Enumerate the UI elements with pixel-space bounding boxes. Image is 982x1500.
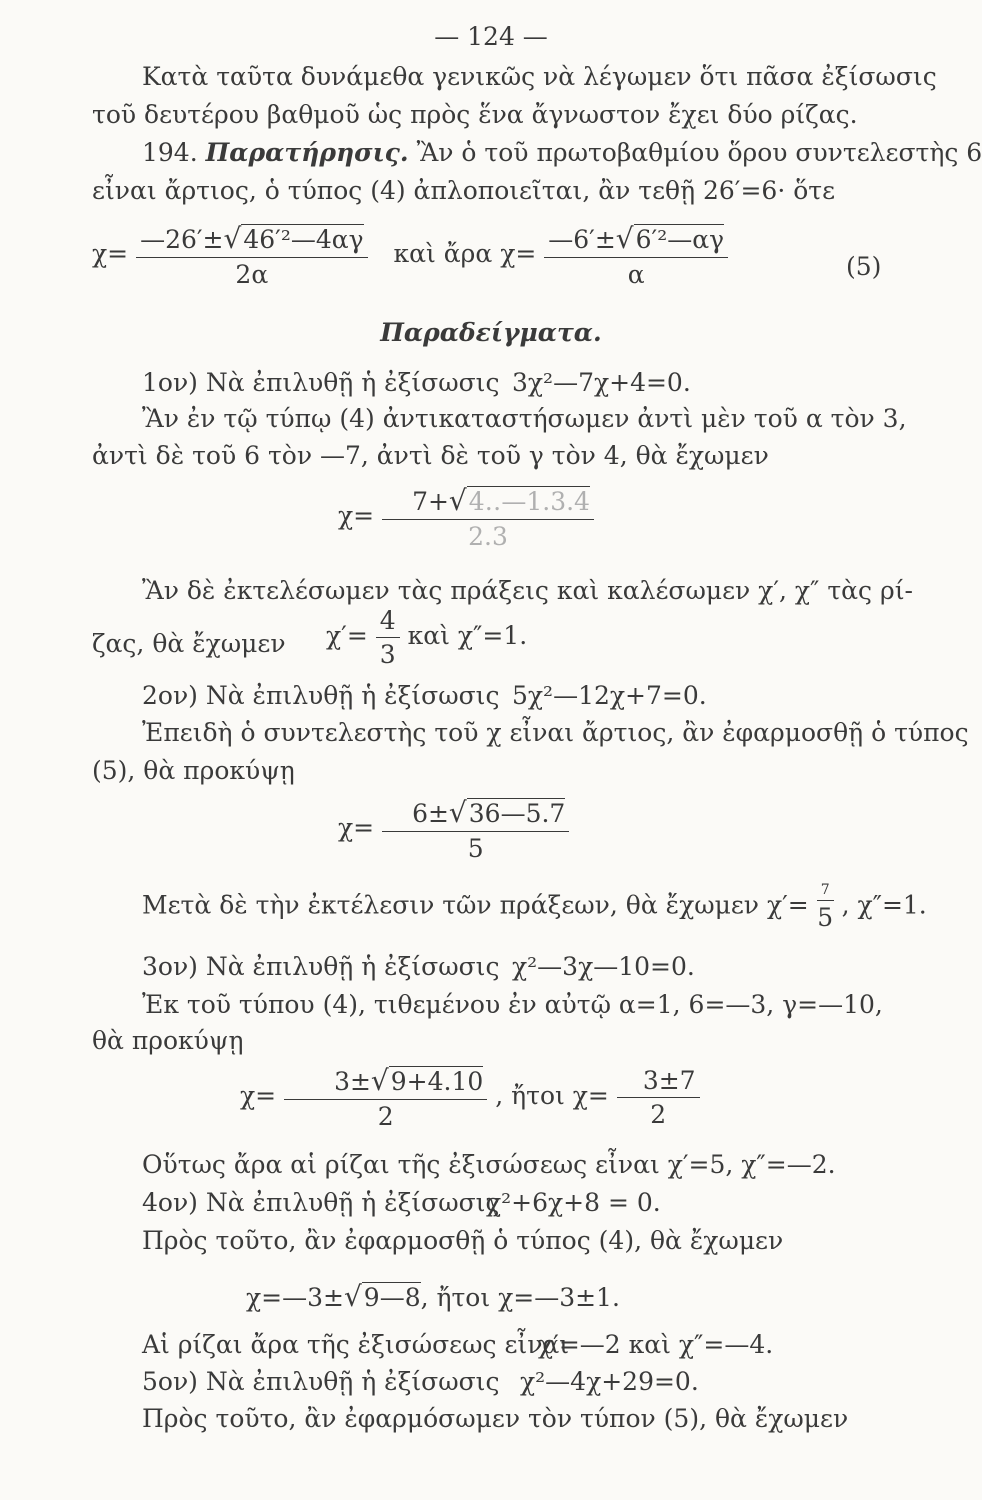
example-3-line-3: θὰ προκύψῃ bbox=[92, 1026, 244, 1055]
formula-5-fraction-2: $\frac{\text{—6′±√6′²—αγ}}{\alpha}$ bbox=[544, 222, 728, 289]
example-4-roots: χ′=—2 καὶ χ″=—4. bbox=[538, 1330, 774, 1359]
example-4-formula: χ=—3±√9—8, ἤτοι χ=—3±1. bbox=[246, 1280, 620, 1313]
example-3-label: 3ον) Νὰ ἐπιλυθῇ ἡ ἐξίσωσις bbox=[142, 952, 500, 981]
radical-sign-icon: √ bbox=[223, 222, 242, 255]
example-3-equation: χ²—3χ—10=0. bbox=[512, 952, 695, 981]
example-1-line-2: Ἂν ἐν τῷ τύπῳ (4) ἀντικαταστήσωμεν ἀντὶ μὲν τοῦ α τὸν 3, bbox=[142, 404, 907, 433]
example-2-result-line: Μετὰ δὲ τὴν ἐκτέλεσιν τῶν πράξεων, θὰ ἔχωμεν χ′= $\frac{7}{5}$ , χ″=1. bbox=[142, 882, 927, 932]
formula-5-mid: καὶ ἄρα χ= bbox=[393, 239, 537, 268]
remark-text: Ἂν ὁ τοῦ πρωτοβαθμίου ὅρου συντελεστὴς 6 bbox=[416, 138, 982, 167]
section-number: 194. bbox=[142, 138, 198, 167]
page-number: — 124 — bbox=[434, 22, 548, 51]
example-2-formula: χ= $\frac{6\pm√36—5.7}{5}$ bbox=[338, 796, 569, 863]
radical-sign-icon: √ bbox=[448, 796, 467, 829]
radical-sign-icon: √ bbox=[615, 222, 634, 255]
example-3-line-4: Οὕτως ἄρα αἱ ρίζαι τῆς ἐξισώσεως εἶναι χ′=5, χ″=—2. bbox=[142, 1150, 836, 1179]
examples-heading: Παραδείγματα. bbox=[380, 318, 602, 347]
example-1-line-3: ἀντὶ δὲ τοῦ 6 τὸν —7, ἀντὶ δὲ τοῦ γ τὸν 4, θὰ ἔχωμεν bbox=[92, 441, 769, 470]
remark-heading: Παρατήρησις. bbox=[205, 138, 409, 167]
text-line-2: τοῦ δευτέρου βαθμοῦ ὡς πρὸς ἕνα ἄγνωστον ἔχει δύο ρίζας. bbox=[92, 100, 858, 129]
example-1-label: 1ον) Νὰ ἐπιλυθῇ ἡ ἐξίσωσις bbox=[142, 368, 500, 397]
example-2-line-2: Ἐπειδὴ ὁ συντελεστὴς τοῦ χ εἶναι ἄρτιος, ἂν ἐφαρμοσθῇ ὁ τύπος bbox=[142, 718, 969, 747]
example-3-fraction-2: $\frac{3\pm 7}{2}$ bbox=[617, 1066, 700, 1129]
example-1-fraction: $\frac{7+√4‥—1.3.4}{2.3}$ bbox=[382, 484, 594, 551]
formula-5 bbox=[92, 222, 728, 289]
example-1-formula: χ= $\frac{7+√4‥—1.3.4}{2.3}$ bbox=[338, 484, 594, 551]
radical-sign-icon: √ bbox=[343, 1280, 362, 1313]
radical-sign-icon: √ bbox=[448, 484, 467, 517]
text-line-1: Κατὰ ταῦτα δυνάμεθα γενικῶς νὰ λέγωμεν ὅτι πᾶσα ἐξίσωσις bbox=[142, 62, 937, 91]
formula-5-fraction-1: $\frac{\text{—26′±√46′²—4αγ}}{2\alpha}$ bbox=[136, 222, 368, 289]
example-5-line-2: Πρὸς τοῦτο, ἂν ἐφαρμόσωμεν τὸν τύπον (5), θὰ ἔχωμεν bbox=[142, 1404, 849, 1433]
formula-5-lhs: χ= bbox=[92, 239, 129, 268]
example-1-line-4: Ἂν δὲ ἐκτελέσωμεν τὰς πράξεις καὶ καλέσωμεν χ′, χ″ τὰς ρί- bbox=[142, 576, 913, 605]
formula-5-tag: (5) bbox=[846, 252, 882, 281]
example-3-formula: χ= $\frac{3\pm√9+4.10}{2}$ , ἤτοι χ= $\frac{3\pm 7}{2}$ bbox=[240, 1064, 700, 1131]
example-4-line-2: Πρὸς τοῦτο, ἂν ἐφαρμοσθῇ ὁ τύπος (4), θὰ ἔχωμεν bbox=[142, 1226, 784, 1255]
example-5-label: 5ον) Νὰ ἐπιλυθῇ ἡ ἐξίσωσις bbox=[142, 1367, 500, 1396]
example-3-fraction-1: $\frac{3\pm√9+4.10}{2}$ bbox=[284, 1064, 487, 1131]
example-2-line-3: (5), θὰ προκύψῃ bbox=[92, 756, 295, 785]
example-5-equation: χ²—4χ+29=0. bbox=[520, 1367, 699, 1396]
example-1-line-5: ζας, θὰ ἔχωμεν bbox=[92, 629, 286, 658]
example-4-label: 4ον) Νὰ ἐπιλυθῇ ἡ ἐξίσωσις bbox=[142, 1188, 500, 1217]
example-2-label: 2ον) Νὰ ἐπιλυθῇ ἡ ἐξίσωσις bbox=[142, 681, 500, 710]
radical-sign-icon: √ bbox=[370, 1064, 389, 1097]
remark-line bbox=[142, 138, 982, 168]
example-1-roots: χ′= $\frac{4}{3}$ καὶ χ″=1. bbox=[326, 606, 528, 669]
example-4-equation: χ²+6χ+8 = 0. bbox=[486, 1188, 661, 1217]
example-4-line-3: Αἱ ρίζαι ἄρα τῆς ἐξισώσεως εἶναι bbox=[142, 1330, 570, 1359]
example-1-equation: 3χ²—7χ+4=0. bbox=[512, 368, 691, 397]
example-3-line-2: Ἐκ τοῦ τύπου (4), τιθεμένου ἐν αὐτῷ α=1, 6=—3, γ=—10, bbox=[142, 990, 883, 1019]
example-2-equation: 5χ²—12χ+7=0. bbox=[512, 681, 707, 710]
text-line-4: εἶναι ἄρτιος, ὁ τύπος (4) ἀπλοποιεῖται, ἂν τεθῇ 26′=6· ὅτε bbox=[92, 176, 836, 205]
example-2-fraction: $\frac{6\pm√36—5.7}{5}$ bbox=[382, 796, 569, 863]
